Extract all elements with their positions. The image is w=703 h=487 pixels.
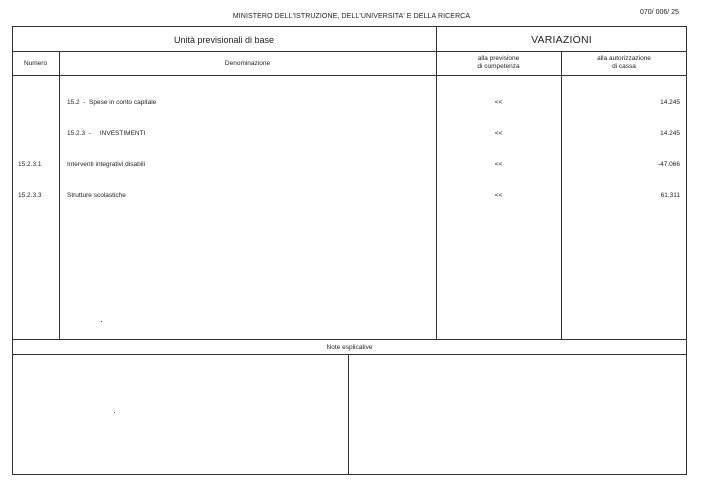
- row-denominazione: 15.2.3 - INVESTIMENTI: [67, 130, 146, 137]
- column-header-competenza: alla previsione di competenza: [477, 55, 520, 70]
- column-header-denominazione: Denominazione: [224, 60, 271, 67]
- ministry-title: MINISTERO DELL'ISTRUZIONE, DELL'UNIVERSITA' E DELLA RICERCA: [232, 13, 471, 20]
- row-numero: 15.2.3.3: [18, 192, 42, 199]
- group-header-upb: Unità previsionali di base: [173, 35, 275, 45]
- row-denominazione: Interventi integrativi disabili: [67, 161, 146, 168]
- group-header-variazioni: VARIAZIONI: [531, 34, 592, 46]
- numero-column-divider: [59, 51, 60, 339]
- column-header-numero: Numero: [23, 60, 48, 67]
- column-header-divider: [12, 75, 687, 76]
- row-numero: 15.2.3.1: [18, 161, 42, 168]
- notes-title: Note esplicative: [326, 344, 373, 351]
- column-header-cassa: alla autorizzazione di cassa: [597, 55, 651, 70]
- row-cassa: 14.245: [660, 99, 680, 106]
- row-cassa: 61.311: [660, 192, 680, 199]
- variazioni-column-divider: [436, 26, 437, 339]
- scan-speck: [101, 321, 102, 322]
- header-row-divider: [12, 51, 687, 52]
- row-competenza: <<: [494, 192, 503, 199]
- row-competenza: <<: [494, 161, 503, 168]
- document-code: 070/ 006/ 25: [640, 9, 679, 16]
- notes-right-area: [349, 355, 686, 474]
- row-competenza: <<: [494, 130, 503, 137]
- row-denominazione: 15.2 - Spese in conto capitale: [67, 99, 157, 106]
- scan-speck: [114, 412, 115, 413]
- notes-top-divider: [12, 339, 687, 340]
- row-cassa: -47.066: [657, 161, 680, 168]
- row-cassa: 14.245: [660, 130, 680, 137]
- notes-left-area: [13, 355, 348, 474]
- row-denominazione: Strutture scolastiche: [67, 192, 126, 199]
- row-competenza: <<: [494, 99, 503, 106]
